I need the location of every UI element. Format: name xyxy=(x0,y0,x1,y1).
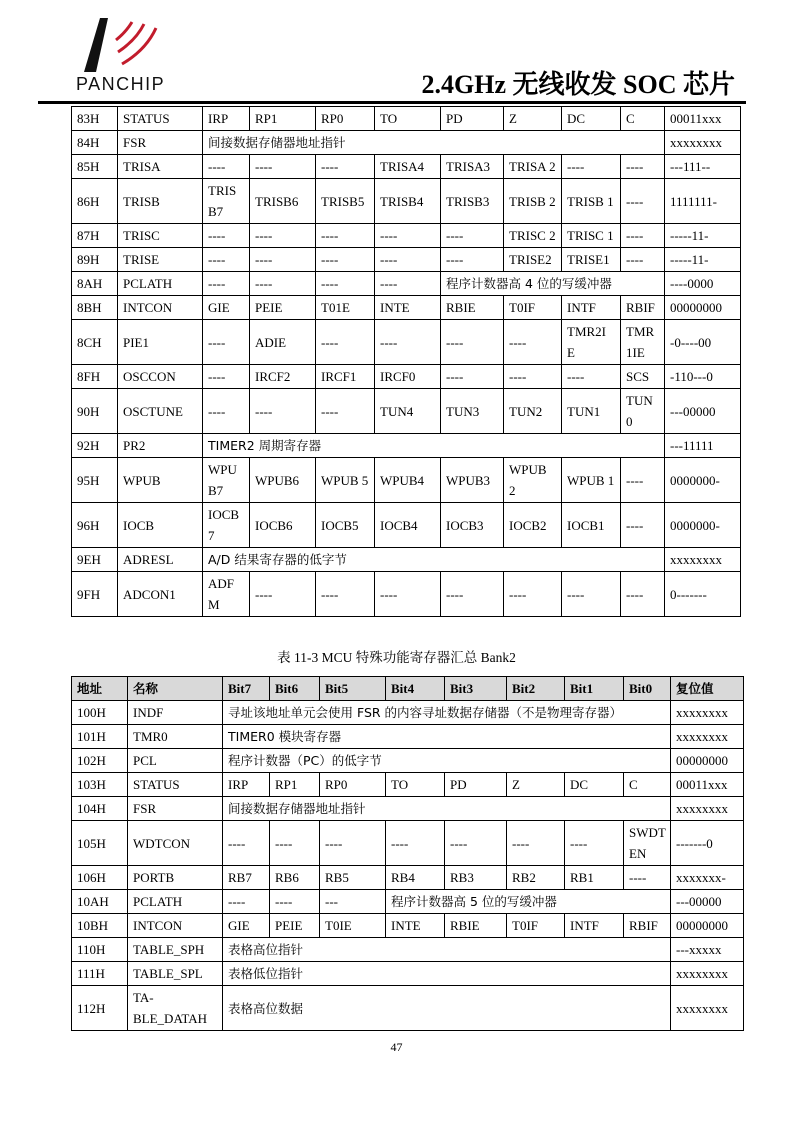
bit-cell: IOCB3 xyxy=(441,503,504,548)
register-address: 8FH xyxy=(72,365,118,389)
bit-cell: ---- xyxy=(316,272,375,296)
bit-cell: ---- xyxy=(621,503,665,548)
bit-cell: ---- xyxy=(441,248,504,272)
register-description: 程序计数器高 5 位的写缓冲器 xyxy=(386,890,671,914)
bit-cell: TO xyxy=(386,773,445,797)
bit-cell: IRP xyxy=(223,773,270,797)
register-address: 9EH xyxy=(72,548,118,572)
bit-cell: PD xyxy=(445,773,507,797)
reset-value: ---xxxxx xyxy=(671,938,744,962)
bit-cell: IRCF0 xyxy=(375,365,441,389)
bit-cell: ---- xyxy=(375,572,441,617)
register-description: 程序计数器（PC）的低字节 xyxy=(223,749,671,773)
register-address: 10AH xyxy=(72,890,128,914)
register-row xyxy=(72,131,741,155)
reset-value: ---11111 xyxy=(665,434,741,458)
register-row xyxy=(72,503,741,548)
bit-cell: TRIS B7 xyxy=(203,179,250,224)
register-address: 103H xyxy=(72,773,128,797)
register-name: STATUS xyxy=(118,107,203,131)
bit-cell: ---- xyxy=(504,320,562,365)
register-address: 87H xyxy=(72,224,118,248)
reset-value: xxxxxxx- xyxy=(671,866,744,890)
register-name: OSCCON xyxy=(118,365,203,389)
register-description: 表格高位数据 xyxy=(223,986,671,1031)
register-name: ADRESL xyxy=(118,548,203,572)
bit-cell: IOCB5 xyxy=(316,503,375,548)
bit-cell: RP1 xyxy=(250,107,316,131)
bit-cell: ---- xyxy=(624,866,671,890)
bit-cell: INTE xyxy=(386,914,445,938)
bit-cell: DC xyxy=(565,773,624,797)
reset-value: -----11- xyxy=(665,248,741,272)
register-row xyxy=(72,914,744,938)
bit-cell: DC xyxy=(562,107,621,131)
register-name: PCLATH xyxy=(118,272,203,296)
register-name: TABLE_SPH xyxy=(128,938,223,962)
table-caption: 表 11-3 MCU 特殊功能寄存器汇总 Bank2 xyxy=(277,650,516,665)
bit-cell: IOCB1 xyxy=(562,503,621,548)
bit-cell: T0IF xyxy=(504,296,562,320)
bit-cell: IOCB6 xyxy=(250,503,316,548)
register-address: 112H xyxy=(72,986,128,1031)
bit-cell: ---- xyxy=(316,572,375,617)
column-header: Bit4 xyxy=(386,677,445,701)
register-row xyxy=(72,962,744,986)
bit-cell: WPUB6 xyxy=(250,458,316,503)
register-name: PCLATH xyxy=(128,890,223,914)
bit-cell: ---- xyxy=(316,248,375,272)
bit-cell: T01E xyxy=(316,296,375,320)
bit-cell: ---- xyxy=(621,572,665,617)
register-address: 105H xyxy=(72,821,128,866)
bit-cell: ---- xyxy=(504,365,562,389)
register-row xyxy=(72,797,744,821)
reset-value: 00000000 xyxy=(671,914,744,938)
register-address: 95H xyxy=(72,458,118,503)
register-name: IOCB xyxy=(118,503,203,548)
bit-cell: --- xyxy=(320,890,386,914)
register-name: TMR0 xyxy=(128,725,223,749)
register-row xyxy=(72,389,741,434)
reset-value: 1111111- xyxy=(665,179,741,224)
bit-cell: TRISA 2 xyxy=(504,155,562,179)
bit-cell: ---- xyxy=(203,365,250,389)
bit-cell: ---- xyxy=(203,248,250,272)
bit-cell: TRISC 1 xyxy=(562,224,621,248)
register-address: 8CH xyxy=(72,320,118,365)
bit-cell: ---- xyxy=(562,572,621,617)
bit-cell: ---- xyxy=(270,821,320,866)
bit-cell: WPUB4 xyxy=(375,458,441,503)
bit-cell: TRISE1 xyxy=(562,248,621,272)
register-row xyxy=(72,365,741,389)
reset-value: 00000000 xyxy=(665,296,741,320)
bit-cell: ---- xyxy=(441,320,504,365)
bit-cell: ---- xyxy=(562,155,621,179)
bit-cell: RB7 xyxy=(223,866,270,890)
bit-cell: ---- xyxy=(445,821,507,866)
register-address: 106H xyxy=(72,866,128,890)
header-divider xyxy=(38,101,746,104)
register-address: 110H xyxy=(72,938,128,962)
reset-value: 00011xxx xyxy=(665,107,741,131)
bit-cell: ---- xyxy=(562,365,621,389)
register-description: 寻址该地址单元会使用 FSR 的内容寻址数据存储器（不是物理寄存器） xyxy=(223,701,671,725)
register-row xyxy=(72,821,744,866)
bit-cell: ---- xyxy=(203,272,250,296)
register-address: 89H xyxy=(72,248,118,272)
register-name: FSR xyxy=(118,131,203,155)
bit-cell: RB4 xyxy=(386,866,445,890)
reset-value: ---111-- xyxy=(665,155,741,179)
bit-cell: TMR 1IE xyxy=(621,320,665,365)
bit-cell: RB1 xyxy=(565,866,624,890)
column-header: Bit6 xyxy=(270,677,320,701)
register-row xyxy=(72,938,744,962)
bit-cell: TRISB6 xyxy=(250,179,316,224)
register-name: TA- BLE_DATAH xyxy=(128,986,223,1031)
register-address: 9FH xyxy=(72,572,118,617)
bit-cell: RP0 xyxy=(320,773,386,797)
bit-cell: INTF xyxy=(562,296,621,320)
register-name: PORTB xyxy=(128,866,223,890)
register-row xyxy=(72,179,741,224)
bit-cell: ---- xyxy=(250,389,316,434)
bit-cell: ---- xyxy=(270,890,320,914)
register-address: 102H xyxy=(72,749,128,773)
bit-cell: RB2 xyxy=(507,866,565,890)
reset-value: ---00000 xyxy=(671,890,744,914)
register-address: 111H xyxy=(72,962,128,986)
reset-value: 0000000- xyxy=(665,458,741,503)
bit-cell: ---- xyxy=(621,458,665,503)
bit-cell: WPU B7 xyxy=(203,458,250,503)
bit-cell: SCS xyxy=(621,365,665,389)
bit-cell: RBIF xyxy=(624,914,671,938)
register-name: TRISB xyxy=(118,179,203,224)
bit-cell: ---- xyxy=(621,248,665,272)
bit-cell: INTF xyxy=(565,914,624,938)
bit-cell: ---- xyxy=(250,224,316,248)
bit-cell: IOCB4 xyxy=(375,503,441,548)
register-name: OSCTUNE xyxy=(118,389,203,434)
register-row xyxy=(72,155,741,179)
bit-cell: ---- xyxy=(621,179,665,224)
register-description: TIMER2 周期寄存器 xyxy=(203,434,665,458)
bit-cell: ---- xyxy=(223,821,270,866)
reset-value: xxxxxxxx xyxy=(665,131,741,155)
register-description: 表格高位指针 xyxy=(223,938,671,962)
register-row xyxy=(72,749,744,773)
bit-cell: ---- xyxy=(203,320,250,365)
reset-value: xxxxxxxx xyxy=(671,962,744,986)
register-row xyxy=(72,272,741,296)
register-name: FSR xyxy=(128,797,223,821)
bit-cell: TRISB5 xyxy=(316,179,375,224)
register-row xyxy=(72,866,744,890)
brand-name: PANCHIP xyxy=(76,74,166,94)
bit-cell: ---- xyxy=(375,320,441,365)
bit-cell: WPUB 1 xyxy=(562,458,621,503)
reset-value: -110---0 xyxy=(665,365,741,389)
bit-cell: WPUB 5 xyxy=(316,458,375,503)
register-row xyxy=(72,701,744,725)
bit-cell: TUN2 xyxy=(504,389,562,434)
bit-cell: IRP xyxy=(203,107,250,131)
bit-cell: ADF M xyxy=(203,572,250,617)
register-row xyxy=(72,773,744,797)
bit-cell: IOCB2 xyxy=(504,503,562,548)
column-header: 复位值 xyxy=(671,677,744,701)
register-row xyxy=(72,107,741,131)
reset-value: -0----00 xyxy=(665,320,741,365)
register-name: PCL xyxy=(128,749,223,773)
bit-cell: ---- xyxy=(441,224,504,248)
bit-cell: PD xyxy=(441,107,504,131)
register-row xyxy=(72,320,741,365)
register-row xyxy=(72,296,741,320)
register-row xyxy=(72,248,741,272)
reset-value: xxxxxxxx xyxy=(671,701,744,725)
bit-cell: TRISA3 xyxy=(441,155,504,179)
bit-cell: RBIE xyxy=(445,914,507,938)
register-description: 间接数据存储器地址指针 xyxy=(223,797,671,821)
register-address: 86H xyxy=(72,179,118,224)
bit-cell: TRISB 2 xyxy=(504,179,562,224)
bit-cell: RB3 xyxy=(445,866,507,890)
bit-cell: ---- xyxy=(441,365,504,389)
bit-cell: ---- xyxy=(316,155,375,179)
reset-value: ----0000 xyxy=(665,272,741,296)
bit-cell: RB6 xyxy=(270,866,320,890)
column-header: Bit3 xyxy=(445,677,507,701)
register-description: 表格低位指针 xyxy=(223,962,671,986)
register-address: 83H xyxy=(72,107,118,131)
register-name: INDF xyxy=(128,701,223,725)
register-name: PIE1 xyxy=(118,320,203,365)
bit-cell: ADIE xyxy=(250,320,316,365)
document-title: 2.4GHz 无线收发 SOC 芯片 xyxy=(421,70,735,99)
bit-cell: ---- xyxy=(250,248,316,272)
bit-cell: RB5 xyxy=(320,866,386,890)
register-name: INTCON xyxy=(128,914,223,938)
bit-cell: C xyxy=(621,107,665,131)
reset-value: xxxxxxxx xyxy=(665,548,741,572)
register-name: PR2 xyxy=(118,434,203,458)
register-name: TABLE_SPL xyxy=(128,962,223,986)
bit-cell: RP1 xyxy=(270,773,320,797)
bit-cell: TUN 0 xyxy=(621,389,665,434)
reset-value: 0000000- xyxy=(665,503,741,548)
bit-cell: ---- xyxy=(250,155,316,179)
bit-cell: ---- xyxy=(375,224,441,248)
bit-cell: T0IE xyxy=(320,914,386,938)
bank2-register-table xyxy=(71,676,744,1031)
bit-cell: TUN1 xyxy=(562,389,621,434)
bit-cell: ---- xyxy=(504,572,562,617)
bit-cell: ---- xyxy=(203,389,250,434)
bit-cell: IOCB 7 xyxy=(203,503,250,548)
bit-cell: ---- xyxy=(375,272,441,296)
register-row xyxy=(72,224,741,248)
reset-value: 00011xxx xyxy=(671,773,744,797)
register-name: TRISA xyxy=(118,155,203,179)
reset-value: xxxxxxxx xyxy=(671,986,744,1031)
bit-cell: ---- xyxy=(386,821,445,866)
register-row xyxy=(72,890,744,914)
register-row xyxy=(72,986,744,1031)
bit-cell: RP0 xyxy=(316,107,375,131)
register-address: 8AH xyxy=(72,272,118,296)
bit-cell: ---- xyxy=(320,821,386,866)
bit-cell: TMR2I E xyxy=(562,320,621,365)
reset-value: -----11- xyxy=(665,224,741,248)
bit-cell: TRISB4 xyxy=(375,179,441,224)
bit-cell: ---- xyxy=(441,572,504,617)
bit-cell: RBIE xyxy=(441,296,504,320)
register-address: 100H xyxy=(72,701,128,725)
bit-cell: TRISB3 xyxy=(441,179,504,224)
register-name: STATUS xyxy=(128,773,223,797)
register-description: A/D 结果寄存器的低字节 xyxy=(203,548,665,572)
bit-cell: TRISA4 xyxy=(375,155,441,179)
bit-cell: ---- xyxy=(375,248,441,272)
register-row xyxy=(72,548,741,572)
bit-cell: ---- xyxy=(621,155,665,179)
register-address: 85H xyxy=(72,155,118,179)
reset-value: 0------- xyxy=(665,572,741,617)
register-description: TIMER0 模块寄存器 xyxy=(223,725,671,749)
bit-cell: ---- xyxy=(316,389,375,434)
column-header: Bit7 xyxy=(223,677,270,701)
register-address: 104H xyxy=(72,797,128,821)
table-header-row xyxy=(72,677,744,701)
bit-cell: ---- xyxy=(316,320,375,365)
bit-cell: ---- xyxy=(565,821,624,866)
bit-cell: TUN3 xyxy=(441,389,504,434)
reset-value: 00000000 xyxy=(671,749,744,773)
bit-cell: ---- xyxy=(621,224,665,248)
column-header: Bit5 xyxy=(320,677,386,701)
bit-cell: WPUB 2 xyxy=(504,458,562,503)
bit-cell: ---- xyxy=(250,572,316,617)
register-description: 间接数据存储器地址指针 xyxy=(203,131,665,155)
register-row xyxy=(72,572,741,617)
bit-cell: WPUB3 xyxy=(441,458,504,503)
bit-cell: ---- xyxy=(507,821,565,866)
register-row xyxy=(72,434,741,458)
column-header: 地址 xyxy=(72,677,128,701)
bit-cell: ---- xyxy=(250,272,316,296)
bit-cell: GIE xyxy=(223,914,270,938)
bit-cell: RBIF xyxy=(621,296,665,320)
register-name: WPUB xyxy=(118,458,203,503)
bit-cell: IRCF1 xyxy=(316,365,375,389)
column-header: Bit1 xyxy=(565,677,624,701)
bank1-register-table xyxy=(71,106,741,617)
reset-value: xxxxxxxx xyxy=(671,725,744,749)
register-name: TRISC xyxy=(118,224,203,248)
reset-value: ---00000 xyxy=(665,389,741,434)
register-name: ADCON1 xyxy=(118,572,203,617)
register-address: 101H xyxy=(72,725,128,749)
bit-cell: ---- xyxy=(316,224,375,248)
register-row xyxy=(72,458,741,503)
register-address: 10BH xyxy=(72,914,128,938)
bit-cell: Z xyxy=(507,773,565,797)
bit-cell: GIE xyxy=(203,296,250,320)
register-address: 92H xyxy=(72,434,118,458)
reset-value: -------0 xyxy=(671,821,744,866)
bit-cell: ---- xyxy=(203,155,250,179)
bit-cell: TRISE2 xyxy=(504,248,562,272)
bit-cell: SWDT EN xyxy=(624,821,671,866)
register-name: WDTCON xyxy=(128,821,223,866)
register-name: TRISE xyxy=(118,248,203,272)
bit-cell: Z xyxy=(504,107,562,131)
register-address: 90H xyxy=(72,389,118,434)
column-header: Bit0 xyxy=(624,677,671,701)
bit-cell: PEIE xyxy=(250,296,316,320)
column-header: Bit2 xyxy=(507,677,565,701)
reset-value: xxxxxxxx xyxy=(671,797,744,821)
bit-cell: PEIE xyxy=(270,914,320,938)
register-address: 84H xyxy=(72,131,118,155)
register-address: 96H xyxy=(72,503,118,548)
bit-cell: TO xyxy=(375,107,441,131)
column-header: 名称 xyxy=(128,677,223,701)
bit-cell: TUN4 xyxy=(375,389,441,434)
register-row xyxy=(72,725,744,749)
bit-cell: TRISB 1 xyxy=(562,179,621,224)
page-number: 47 xyxy=(390,1040,403,1054)
bit-cell: IRCF2 xyxy=(250,365,316,389)
bit-cell: ---- xyxy=(223,890,270,914)
register-description: 程序计数器高 4 位的写缓冲器 xyxy=(441,272,665,296)
bit-cell: ---- xyxy=(203,224,250,248)
bit-cell: C xyxy=(624,773,671,797)
register-name: INTCON xyxy=(118,296,203,320)
bit-cell: T0IF xyxy=(507,914,565,938)
bit-cell: INTE xyxy=(375,296,441,320)
bit-cell: TRISC 2 xyxy=(504,224,562,248)
register-address: 8BH xyxy=(72,296,118,320)
